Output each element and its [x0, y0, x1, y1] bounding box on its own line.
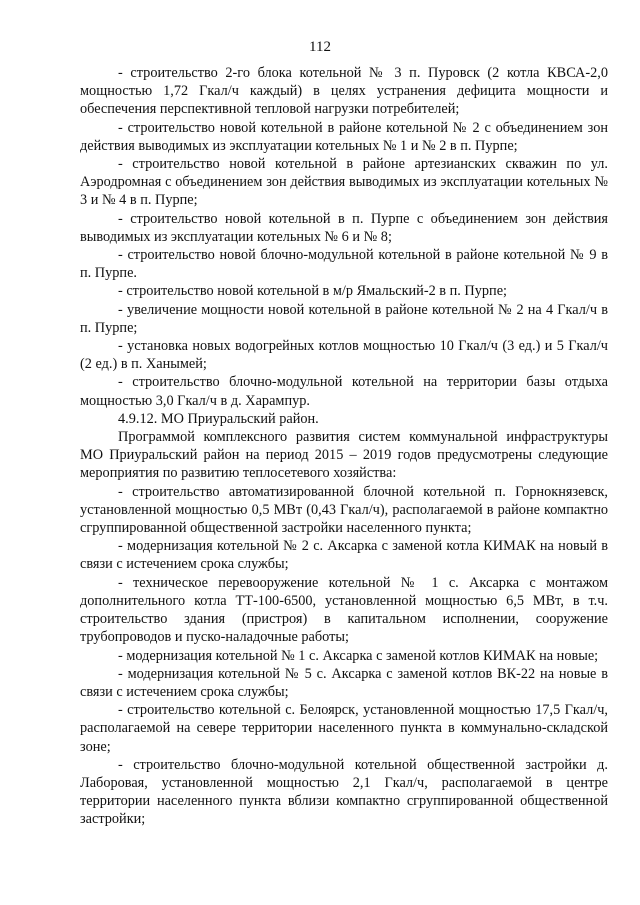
- paragraph: - строительство новой котельной в районе котельной № 2 с объединением зон действия выводимых из эксплуатации котельных № 1 и № 2 в п. Пурпе;: [80, 119, 608, 154]
- paragraph: - строительство блочно-модульной котельной на территории базы отдыха мощностью 3,0 Гкал/ч в д. Харампур.: [80, 374, 608, 409]
- paragraph: - строительство 2-го блока котельной № 3 п. Пуровск (2 котла КВСА-2,0 мощностью 1,72 Гкал/ч каждый) в целях устранения дефицита мощности и обеспечения перспективной тепловой нагрузки потребителей;: [80, 65, 608, 118]
- paragraph: - строительство автоматизированной блочной котельной п. Горнокнязевск, установленной мощностью 0,5 МВт (0,43 Гкал/ч), располагаемой в районе компактно сгруппированной общественной застройки населенного пункта;: [80, 483, 608, 537]
- paragraph: - модернизация котельной № 2 с. Аксарка с заменой котла КИМАК на новый в связи с истечением срока службы;: [80, 538, 608, 573]
- paragraph: - увеличение мощности новой котельной в районе котельной № 2 на 4 Гкал/ч в п. Пурпе;: [80, 301, 608, 336]
- page-number: 112: [309, 39, 331, 55]
- section-heading: 4.9.12. МО Приуральский район.: [118, 410, 319, 427]
- paragraph: Программой комплексного развития систем коммунальной инфраструктуры МО Приуральский район на период 2015 – 2019 годов предусмотрены следующие мероприятия по развитию теплосетевого хозяйства:: [80, 429, 608, 482]
- paragraph: - строительство блочно-модульной котельной общественной застройки д. Лаборовая, установленной мощностью 2,1 Гкал/ч, располагаемой в центре территории населенного пункта вблизи компактно сгруппированной общественной застройки;: [80, 756, 608, 828]
- paragraph: - строительство новой котельной в районе артезианских скважин по ул. Аэродромная с объединением зон действия выводимых из эксплуатации котельных № 3 и № 4 в п. Пурпе;: [80, 156, 608, 209]
- paragraph: - строительство котельной с. Белоярск, установленной мощностью 17,5 Гкал/ч, располагаемой на севере территории населенного пункта в коммунально-складской зоне;: [80, 702, 608, 755]
- document-body: [80, 64, 608, 829]
- paragraph: - строительство новой котельной в м/р Ямальский-2 в п. Пурпе;: [118, 283, 508, 300]
- paragraph: - модернизация котельной № 1 с. Аксарка с заменой котлов КИМАК на новые;: [118, 647, 599, 664]
- paragraph: - модернизация котельной № 5 с. Аксарка с заменой котлов ВК-22 на новые в связи с истечением срока службы;: [80, 665, 608, 700]
- paragraph: - строительство новой блочно-модульной котельной в районе котельной № 9 в п. Пурпе.: [80, 247, 608, 282]
- paragraph: - строительство новой котельной в п. Пурпе с объединением зон действия выводимых из эксплуатации котельных № 6 и № 8;: [80, 210, 608, 245]
- paragraph: - установка новых водогрейных котлов мощностью 10 Гкал/ч (3 ед.) и 5 Гкал/ч (2 ед.) в п. Ханымей;: [80, 338, 608, 373]
- paragraph: - техническое перевооружение котельной № 1 с. Аксарка с монтажом дополнительного котла ТТ-100-6500, установленной мощностью 6,5 МВт, в т.ч. строительство здания (пристроя) в капитальном исполнении, сооружение трубопроводов и пуско-наладочные работы;: [80, 574, 608, 646]
